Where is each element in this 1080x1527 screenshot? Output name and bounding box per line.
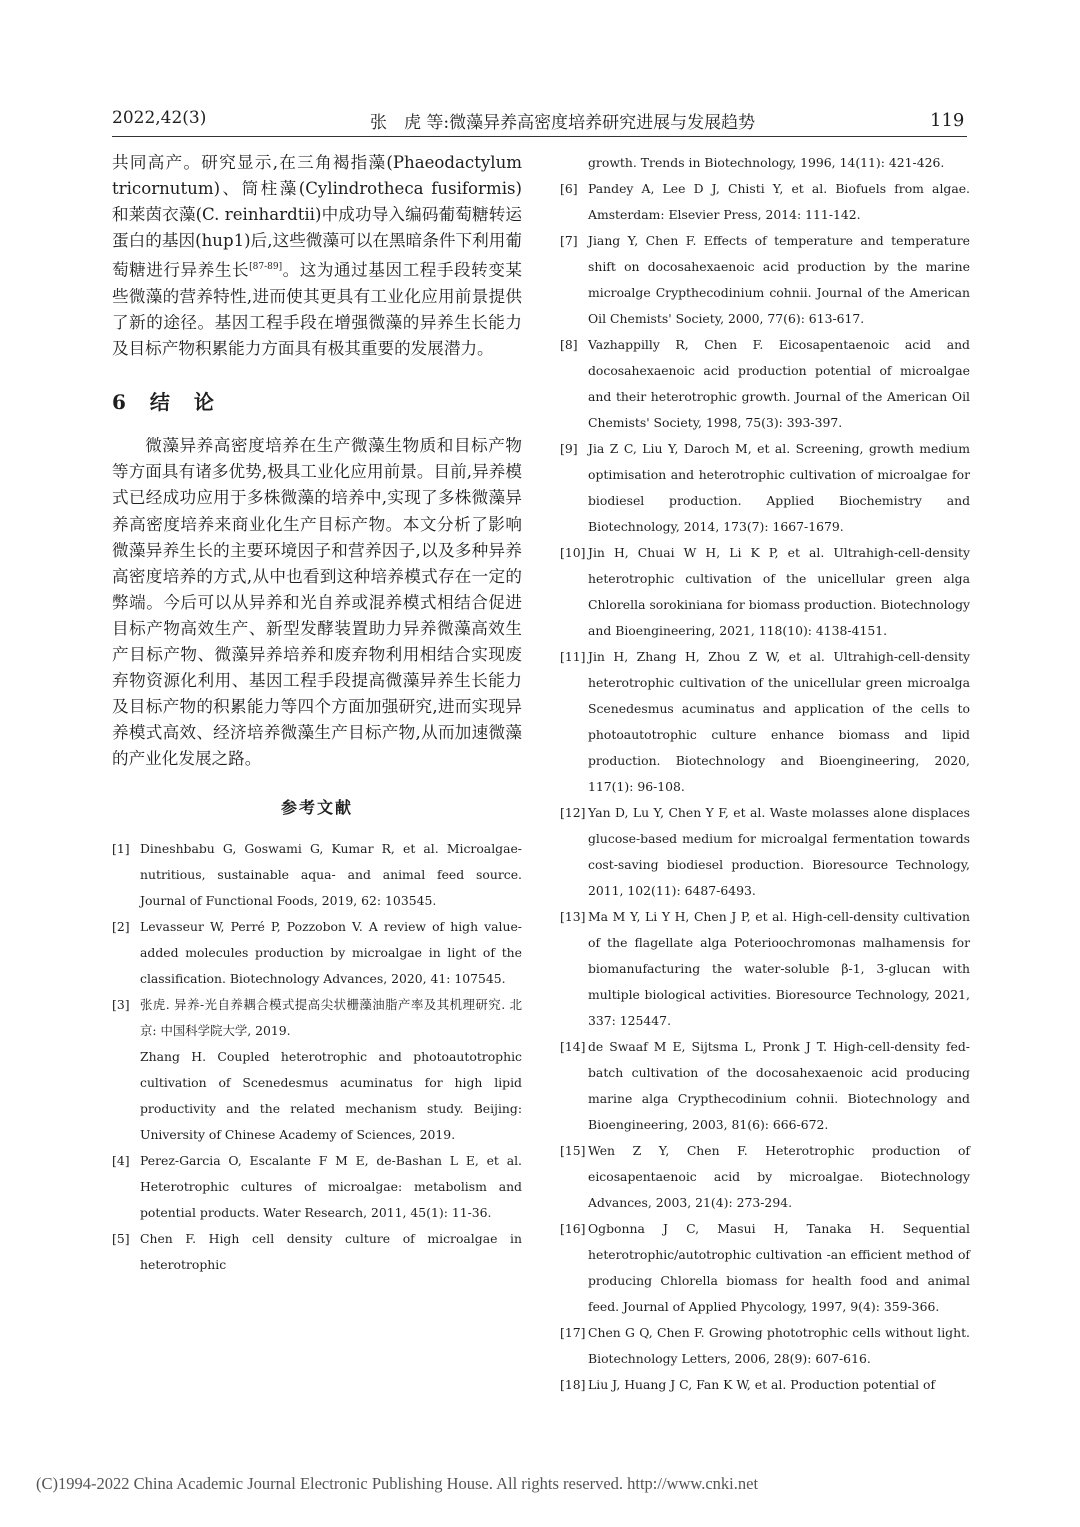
reference-item: [7] Jiang Y, Chen F. Effects of temperature and temperature shift on docosahexaenoic acid production by the marine microalge Crypthecodinium cohnii. Journal of the American Oil Chemists' Society, 2000, 77(6): 613-617. — [560, 233, 970, 326]
reference-continuation: growth. Trends in Biotechnology, 1996, 14(11): 421-426. — [588, 155, 945, 170]
reference-item: [5] Chen F. High cell density culture of microalgae in heterotrophic — [112, 1230, 522, 1272]
header-rule — [112, 136, 967, 137]
reference-item: [1] Dineshbabu G, Goswami G, Kumar R, et al. Microalgae-nutritious, sustainable aqua- and animal feed source. Journal of Functional Foods, 2019, 62: 103545. — [112, 840, 522, 908]
running-title: 张 虎 等:微藻异养高密度培养研究进展与发展趋势 — [370, 113, 756, 133]
reference-item: [6] Pandey A, Lee D J, Chisti Y, et al. Biofuels from algae. Amsterdam: Elsevier Press, 2014: 111-142. — [560, 181, 970, 222]
reference-item: [13] Ma M Y, Li Y H, Chen J P, et al. High-cell-density cultivation of the flagellate alga Poterioochromonas malhamensis for biomanufacturing the water-soluble β-1, 3-glucan with multiple biological activities. Bioresource Technology, 2021, 337: 125447. — [560, 909, 970, 1028]
reference-item: [16] Ogbonna J C, Masui H, Tanaka H. Sequential heterotrophic/autotrophic cultivation -an efficient method of producing Chlorella biomass for health food and animal feed. Journal of Applied Phycology, 1997, 9(4): 359-366. — [560, 1221, 970, 1314]
reference-item: [9] Jia Z C, Liu Y, Daroch M, et al. Screening, growth medium optimisation and heterotrophic cultivation of microalgae for biodiesel production. Applied Biochemistry and Biotechnology, 2014, 173(7): 1667-1679. — [560, 441, 970, 534]
reference-item: [15] Wen Z Y, Chen F. Heterotrophic production of eicosapentaenoic acid by microalgae. Biotechnology Advances, 2003, 21(4): 273-294. — [560, 1143, 970, 1210]
body-paragraph-1: 共同高产。研究显示,在三角褐指藻(Phaeodactylum tricornutum)、筒柱藻(Cylindrotheca fusiformis)和莱茵衣藻(C. reinhardtii)中成功导入编码葡萄糖转运蛋白的基因(hup1)后,这些微藻可以在黑暗条件下利用葡萄糖进行异养生长[87-89]。这为通过基因工程手段转变某些微藻的营养特性,进而使其更具有工业化应用前景提供了新的途径。基因工程手段在增强微藻的异养生长能力及目标产物积累能力方面具有极其重要的发展潜力。 — [112, 153, 523, 359]
left-column — [112, 150, 522, 1278]
references-heading: 参考文献 — [280, 797, 353, 817]
right-column — [560, 150, 970, 1398]
page-number: 119 — [930, 110, 965, 131]
copyright-footer: (C)1994-2022 China Academic Journal Electronic Publishing House. All rights reserved. http://www.cnki.net — [36, 1474, 759, 1493]
reference-item: [2] Levasseur W, Perré P, Pozzobon V. A review of high value-added molecules production by microalgae in light of the classification. Biotechnology Advances, 2020, 41: 107545. — [112, 918, 522, 986]
reference-item: [11] Jin H, Zhang H, Zhou Z W, et al. Ultrahigh-cell-density heterotrophic cultivation of the unicellular green microalga Scenedesmus acuminatus and application of the cells to photoautotrophic culture enhance biomass and lipid production. Biotechnology and Bioengineering, 2020, 117(1): 96-108. — [560, 649, 970, 794]
body-paragraph-2: 微藻异养高密度培养在生产微藻生物质和目标产物等方面具有诸多优势,极具工业化应用前景。目前,异养模式已经成功应用于多株微藻的培养中,实现了多株微藻异养高密度培养来商业化生产目标产物。本文分析了影响微藻异养生长的主要环境因子和营养因子,以及多种异养高密度培养的方式,从中也看到这种培养模式存在一定的弊端。今后可以从异养和光自养或混养模式相结合促进目标产物高效生产、新型发酵装置助力异养微藻高效生产目标产物、微藻异养培养和废弃物利用相结合实现废弃物资源化利用、基因工程手段提高微藻异养生长能力及目标产物的积累能力等四个方面加强研究,进而实现异养模式高效、经济培养微藻生产目标产物,从而加速微藻的产业化发展之路。 — [112, 436, 522, 769]
section-title: 6 结 论 — [112, 390, 216, 415]
reference-item: [4] Perez-Garcia O, Escalante F M E, de-Bashan L E, et al. Heterotrophic cultures of microalgae: metabolism and potential products. Water Research, 2011, 45(1): 11-36. — [112, 1152, 522, 1220]
reference-translation: Zhang H. Coupled heterotrophic and photoautotrophic cultivation of Scenedesmus acuminatus for high lipid productivity and the related mechanism study. Beijing: University of Chinese Academy of Sciences, 2019. — [140, 1048, 522, 1142]
citation[interactable]: [87-89] — [249, 262, 283, 273]
journal-issue: 2022,42(3) — [112, 108, 207, 128]
reference-item: [17] Chen G Q, Chen F. Growing phototrophic cells without light. Biotechnology Letters, 2006, 28(9): 607-616. — [560, 1325, 970, 1366]
reference-item: [14] de Swaaf M E, Sijtsma L, Pronk J T. High-cell-density fed-batch cultivation of the docosahexaenoic acid producing marine alga Crypthecodinium cohnii. Biotechnology and Bioengineering, 2003, 81(6): 666-672. — [560, 1039, 970, 1132]
reference-item: [3] 张虎. 异养-光自养耦合模式提高尖状栅藻油脂产率及其机理研究. 北京: 中国科学院大学, 2019. — [112, 996, 522, 1038]
reference-item: [10] Jin H, Chuai W H, Li K P, et al. Ultrahigh-cell-density heterotrophic cultivation of the unicellular green alga Chlorella sorokiniana for biomass production. Biotechnology and Bioengineering, 2021, 118(10): 4138-4151. — [560, 545, 970, 638]
reference-item: [18] Liu J, Huang J C, Fan K W, et al. Production potential of — [560, 1377, 936, 1392]
reference-item: [12] Yan D, Lu Y, Chen Y F, et al. Waste molasses alone displaces glucose-based medium for microalgal fermentation towards cost-saving biodiesel production. Bioresource Technology, 2011, 102(11): 6487-6493. — [560, 805, 970, 898]
reference-item: [8] Vazhappilly R, Chen F. Eicosapentaenoic acid and docosahexaenoic acid production potential of microalgae and their heterotrophic growth. Journal of the American Oil Chemists' Society, 1998, 75(3): 393-397. — [560, 337, 970, 430]
